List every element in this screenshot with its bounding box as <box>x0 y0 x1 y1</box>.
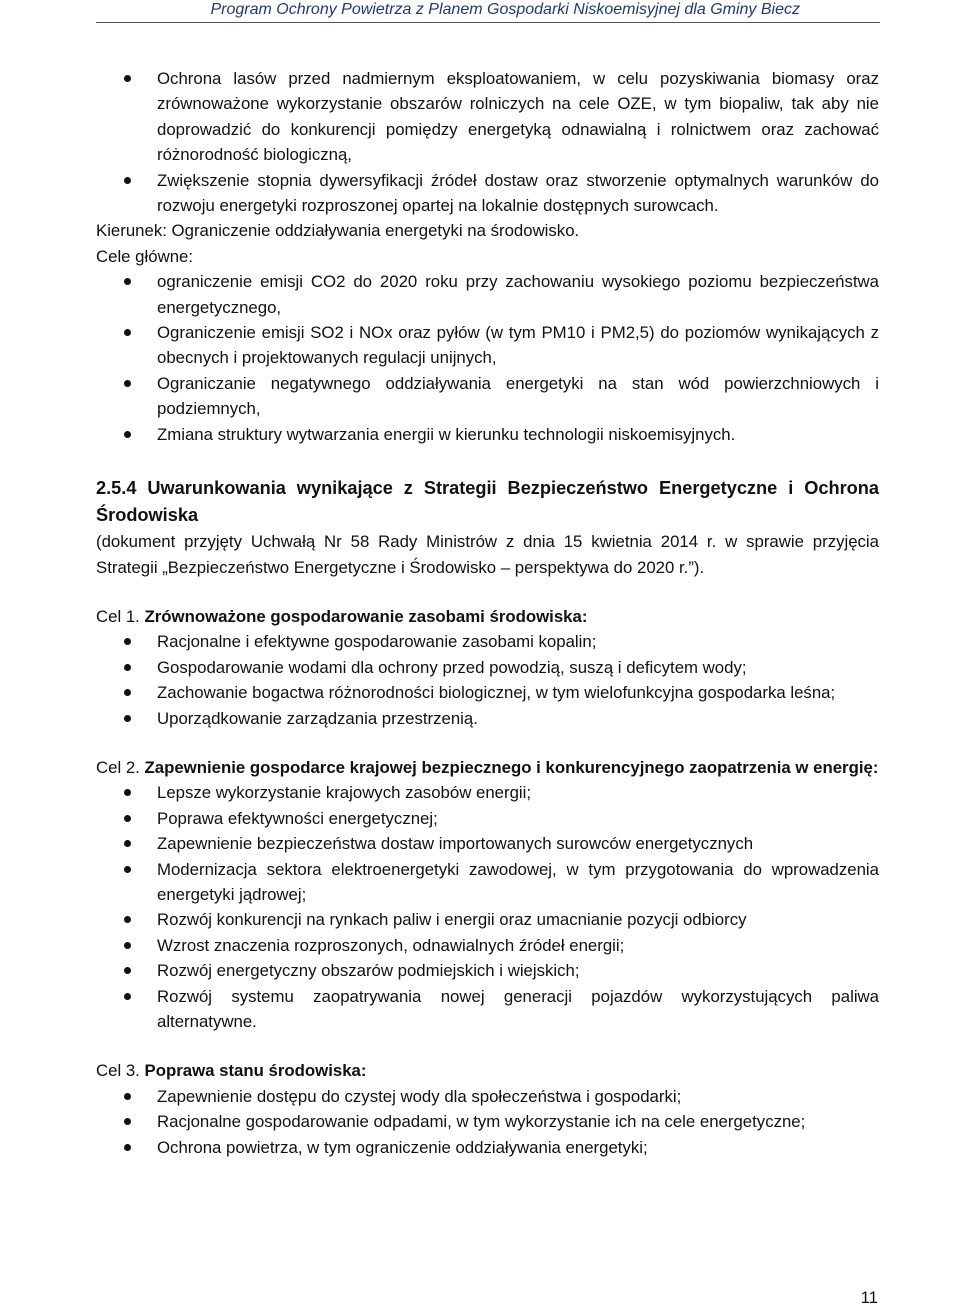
goal-prefix: Cel 1. <box>96 606 140 626</box>
bullet-icon <box>124 638 131 645</box>
bullet-icon <box>124 993 131 1000</box>
intro-bullet-list <box>96 66 879 218</box>
list-item-text: Zwiększenie stopnia dywersyfikacji źródeł dostaw oraz stworzenie optymalnych warunków do rozwoju energetyki rozproszonej opartej na lokalnie dostępnych surowcach. <box>157 170 879 216</box>
list-item-text: Ochrona powietrza, w tym ograniczenie oddziaływania energetyki; <box>157 1137 648 1157</box>
goal-2-list <box>96 780 879 1034</box>
bullet-icon <box>124 840 131 847</box>
list-item <box>96 629 879 654</box>
list-item-text: Ograniczenie emisji SO2 i NOx oraz pyłów (w tym PM10 i PM2,5) do poziomów wynikających z obecnych i projektowanych regulacji unijnych, <box>157 323 879 368</box>
bullet-icon <box>124 815 131 822</box>
list-item <box>96 680 879 705</box>
bullet-icon <box>124 278 131 285</box>
document-body <box>96 66 879 1160</box>
list-item-text: Ochrona lasów przed nadmiernym eksploatowaniem, w celu pozyskiwania biomasy oraz zrównoważone wykorzystanie obszarów rolniczych na cele OZE, w tym biopaliw, tak aby nie doprowadzić do konkurencji pomiędzy energetyką odnawialną i rolnictwem oraz zachować różnorodność biologiczną, <box>157 69 879 165</box>
header-rule <box>96 22 880 23</box>
goal-title-text: Zapewnienie gospodarce krajowej bezpiecznego i konkurencyjnego zaopatrzenia w energię: <box>144 757 879 777</box>
list-item <box>96 269 879 320</box>
goal-prefix: Cel 2. <box>96 757 140 777</box>
bullet-icon <box>124 664 131 671</box>
list-item <box>96 168 879 219</box>
bullet-icon <box>124 1118 131 1125</box>
list-item-text: Racjonalne gospodarowanie odpadami, w tym wykorzystanie ich na cele energetyczne; <box>157 1112 806 1132</box>
section-heading: 2.5.4 Uwarunkowania wynikające z Strategii Bezpieczeństwo Energetyczne i Ochrona Środowiska <box>96 478 879 526</box>
page-header <box>0 0 960 24</box>
list-item-text: Rozwój konkurencji na rynkach paliw i energii oraz umacnianie pozycji odbiorcy <box>157 910 747 930</box>
list-item-text: Zachowanie bogactwa różnorodności biologicznej, w tym wielofunkcyjna gospodarka leśna; <box>157 683 836 703</box>
list-item-text: Wzrost znaczenia rozproszonych, odnawialnych źródeł energii; <box>157 935 625 955</box>
list-item-text: Rozwój energetyczny obszarów podmiejskich i wiejskich; <box>157 961 580 981</box>
goal-title-text: Zrównoważone gospodarowanie zasobami środowiska: <box>144 606 588 626</box>
list-item <box>96 857 879 908</box>
bullet-icon <box>124 329 131 336</box>
list-item <box>96 1135 879 1160</box>
list-item <box>96 958 879 983</box>
list-item <box>96 780 879 805</box>
list-item-text: Zmiana struktury wytwarzania energii w kierunku technologii niskoemisyjnych. <box>157 424 736 444</box>
list-item <box>96 422 879 447</box>
header-title: Program Ochrony Powietrza z Planem Gospodarki Niskoemisyjnej dla Gminy Biecz <box>210 1 800 18</box>
bullet-icon <box>124 380 131 387</box>
list-item-text: Zapewnienie dostępu do czystej wody dla społeczeństwa i gospodarki; <box>157 1086 682 1106</box>
list-item <box>96 831 879 856</box>
list-item <box>96 907 879 932</box>
bullet-icon <box>124 177 131 184</box>
goal-3-title <box>96 1058 879 1083</box>
goal-3-list <box>96 1084 879 1160</box>
bullet-icon <box>124 75 131 82</box>
list-item-text: Poprawa efektywności energetycznej; <box>157 808 438 828</box>
direction-line: Kierunek: Ograniczenie oddziaływania energetyki na środowisko. <box>96 221 580 241</box>
list-item <box>96 984 879 1035</box>
list-item <box>96 706 879 731</box>
list-item-text: Uporządkowanie zarządzania przestrzenią. <box>157 708 478 728</box>
list-item <box>96 66 879 168</box>
goal-1-title <box>96 604 879 629</box>
bullet-icon <box>124 431 131 438</box>
goal-1-list <box>96 629 879 731</box>
list-item-text: Rozwój systemu zaopatrywania nowej generacji pojazdów wykorzystujących paliwa alternatywne. <box>157 986 879 1031</box>
bullet-icon <box>124 715 131 722</box>
list-item <box>96 320 879 371</box>
section-description: (dokument przyjęty Uchwałą Nr 58 Rady Ministrów z dnia 15 kwietnia 2014 r. w sprawie przyjęcia Strategii „Bezpieczeństwo Energetyczne i Środowisko – perspektywa do 2020 r.”). <box>96 532 879 577</box>
list-item <box>96 806 879 831</box>
list-item-text: Lepsze wykorzystanie krajowych zasobów energii; <box>157 783 532 803</box>
goal-2-title <box>96 755 879 780</box>
list-item-text: ograniczenie emisji CO2 do 2020 roku przy zachowaniu wysokiego poziomu bezpieczeństwa energetycznego, <box>157 272 879 317</box>
bullet-icon <box>124 1093 131 1100</box>
list-item-text: Zapewnienie bezpieczeństwa dostaw importowanych surowców energetycznych <box>157 834 754 854</box>
list-item <box>96 1109 879 1134</box>
list-item <box>96 655 879 680</box>
bullet-icon <box>124 866 131 873</box>
bullet-icon <box>124 916 131 923</box>
bullet-icon <box>124 689 131 696</box>
bullet-icon <box>124 967 131 974</box>
list-item <box>96 933 879 958</box>
list-item <box>96 1084 879 1109</box>
list-item-text: Racjonalne i efektywne gospodarowanie zasobami kopalin; <box>157 632 597 652</box>
bullet-icon <box>124 789 131 796</box>
bullet-icon <box>124 942 131 949</box>
list-item-text: Gospodarowanie wodami dla ochrony przed powodzią, suszą i deficytem wody; <box>157 657 747 677</box>
page-number: 11 <box>860 1288 878 1307</box>
list-item <box>96 371 879 422</box>
goal-prefix: Cel 3. <box>96 1061 140 1081</box>
list-item-text: Modernizacja sektora elektroenergetyki zawodowej, w tym przygotowania do wprowadzenia energetyki jądrowej; <box>157 859 879 904</box>
bullet-icon <box>124 1144 131 1151</box>
main-goals-list <box>96 269 879 447</box>
goal-title-text: Poprawa stanu środowiska: <box>144 1061 367 1081</box>
main-goals-label: Cele główne: <box>96 246 194 266</box>
list-item-text: Ograniczanie negatywnego oddziaływania energetyki na stan wód powierzchniowych i podziemnych, <box>157 373 879 419</box>
